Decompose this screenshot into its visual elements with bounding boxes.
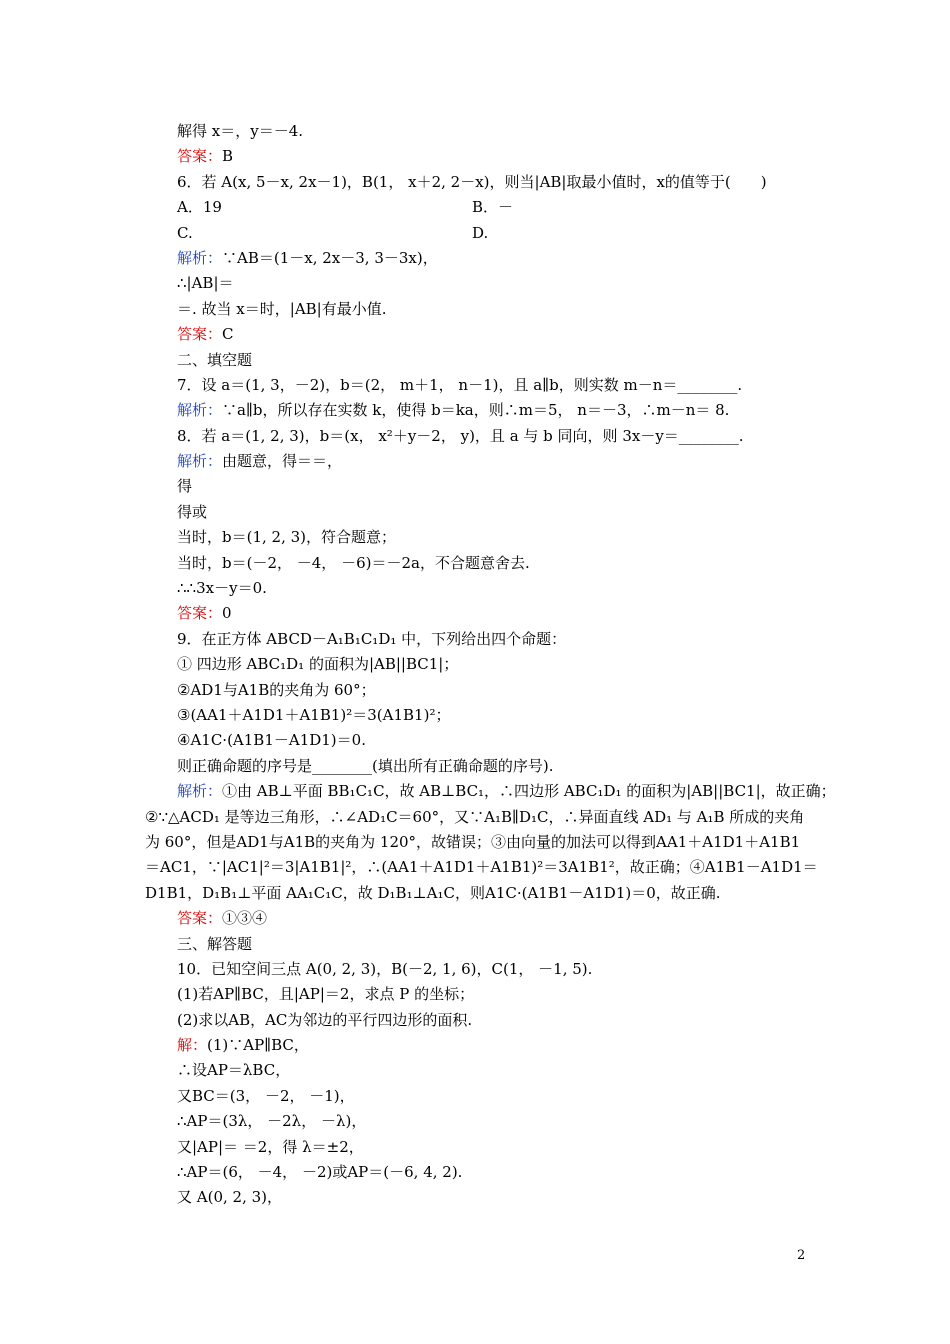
answer-label: 答案： (177, 325, 223, 344)
answer-value: 0 (222, 604, 232, 623)
solution-text: (1)∵AP∥BC， (207, 1036, 309, 1055)
text-line: 得或 (177, 502, 208, 521)
solution-label: 解： (177, 1036, 208, 1055)
option-d: D. (472, 223, 489, 242)
answer-label: 答案： (177, 147, 223, 166)
text-line: ∴|AB|＝ (177, 274, 234, 293)
analysis-line (145, 449, 817, 474)
text-line: ②∵△ACD₁ 是等边三角形，∴∠AD₁C＝60°，又∵A₁B∥D₁C，∴异面直线 AD₁ 与 A₁B 所成的夹角 (145, 807, 805, 826)
question-9-prompt: 则正确命题的序号是________(填出所有正确命题的序号). (177, 756, 554, 775)
text-line: ∴∴3x－y＝0. (177, 579, 267, 598)
answer-label: 答案： (177, 909, 223, 928)
document-body (145, 119, 836, 1211)
question-6-options-row2 (145, 221, 817, 246)
option-a: A．19 (177, 198, 222, 217)
text-line: 又BC＝(3， －2， －1)， (177, 1086, 355, 1105)
answer-line (145, 322, 817, 347)
page-number: 2 (797, 1248, 806, 1263)
answer-line (145, 601, 817, 626)
text-line: 又|AP|＝ ＝2，得 λ＝±2， (177, 1137, 364, 1156)
question-9: 9．在正方体 ABCD－A₁B₁C₁D₁ 中，下列给出四个命题： (177, 629, 567, 648)
proposition-1: ① 四边形 ABC₁D₁ 的面积为|AB||BC1|； (177, 655, 459, 674)
answer-line (145, 144, 817, 169)
answer-value: B (222, 147, 234, 166)
text-line: ∴设AP＝λBC， (177, 1061, 291, 1080)
text-line: ∴AP＝(6， －4， －2)或AP＝(－6, 4, 2). (177, 1163, 463, 1182)
option-b: B．－ (472, 198, 514, 217)
answer-value: C (222, 325, 234, 344)
text-line: 解得 x＝，y＝－4. (177, 122, 304, 140)
text-line: D1B1，D₁B₁⊥平面 AA₁C₁C，故 D₁B₁⊥A₁C，则A1C·(A1B1－A1D1)＝0，故正确. (145, 883, 721, 902)
text-line: ＝. 故当 x＝时，|AB|有最小值. (177, 299, 387, 318)
answer-line (145, 906, 817, 931)
question-10-part-2: (2)求以AB，AC为邻边的平行四边形的面积. (177, 1010, 473, 1029)
text-line: 当时，b＝(1, 2, 3)，符合题意； (177, 528, 397, 547)
question-10: 10．已知空间三点 A(0, 2, 3)，B(－2, 1, 6)，C(1， －1, 5). (177, 959, 593, 978)
text-line: 为 60°，但是AD1与A1B的夹角为 120°，故错误；③由向量的加法可以得到AA1＋A1D1＋A1B1 (145, 832, 801, 851)
text-line: 当时，b＝(－2， －4， －6)＝－2a，不合题意舍去. (177, 553, 530, 572)
analysis-line (145, 398, 817, 423)
text-line: 得 (177, 477, 193, 496)
section-heading: 二、填空题 (177, 350, 253, 369)
text-line: ＝AC1，∵|AC1|²＝3|A1B1|²，∴(AA1＋A1D1＋A1B1)²＝3A1B1²，故正确；④A1B1－A1D1＝ (145, 858, 818, 877)
question-6-options-row1 (145, 195, 817, 220)
analysis-label: 解析： (177, 452, 223, 471)
analysis-text: ①由 AB⊥平面 BB₁C₁C，故 AB⊥BC₁，∴四边形 ABC₁D₁ 的面积为|AB||BC1|，故正确； (222, 782, 836, 801)
answer-value: ①③④ (222, 909, 268, 928)
analysis-label: 解析： (177, 401, 223, 420)
text-line: 又 A(0, 2, 3)， (177, 1188, 283, 1207)
question-6: 6．若 A(x, 5－x, 2x－1)，B(1， x＋2, 2－x)，则当|AB|取最小值时，x的值等于( ) (177, 172, 767, 191)
analysis-line (145, 779, 836, 804)
option-c: C. (177, 223, 193, 242)
proposition-4: ④A1C·(A1B1－A1D1)＝0. (177, 731, 366, 750)
proposition-2: ②AD1与A1B的夹角为 60°； (177, 680, 376, 699)
proposition-3: ③(AA1＋A1D1＋A1B1)²＝3(A1B1)²； (177, 705, 451, 724)
analysis-label: 解析： (177, 248, 223, 267)
analysis-label: 解析： (177, 782, 223, 801)
section-heading: 三、解答题 (177, 934, 253, 953)
analysis-text: ∵a∥b，所以存在实数 k，使得 b＝ka，则∴m＝5， n＝－3，∴m－n＝ 8. (222, 401, 730, 420)
question-7: 7．设 a＝(1, 3，－2)，b＝(2， m＋1， n－1)，且 a∥b，则实数 m－n＝________. (177, 375, 743, 394)
analysis-text: ∵AB＝(1－x, 2x－3, 3－3x)， (222, 248, 438, 267)
analysis-line (145, 246, 817, 271)
analysis-text: 由题意，得＝＝， (222, 452, 343, 471)
question-8: 8．若 a＝(1, 2, 3)，b＝(x， x²＋y－2， y)，且 a 与 b 同向，则 3x－y＝________. (177, 426, 744, 445)
question-10-part-1: (1)若AP∥BC，且|AP|＝2，求点 P 的坐标； (177, 985, 475, 1004)
text-line: ∴AP＝(3λ， －2λ， －λ)， (177, 1112, 367, 1131)
answer-label: 答案： (177, 604, 223, 623)
solution-line (145, 1033, 817, 1058)
